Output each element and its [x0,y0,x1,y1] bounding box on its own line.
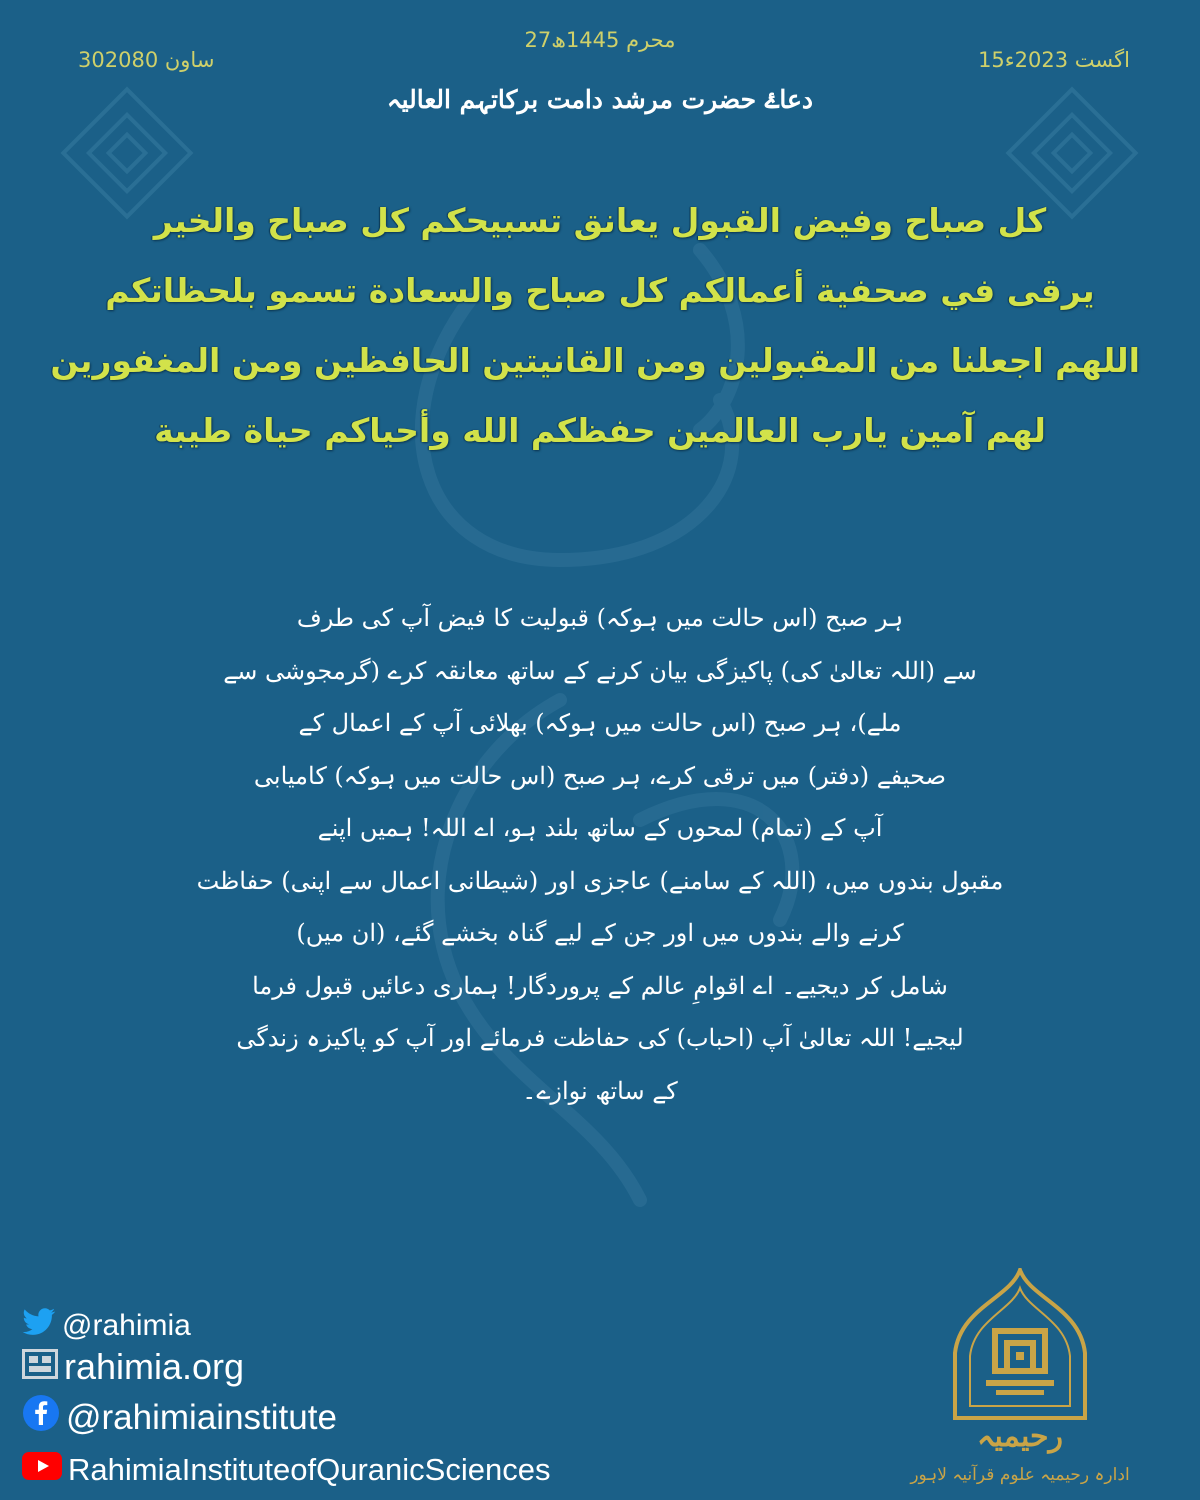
arabic-line: يرقى في صحفية أعمالكم كل صباح والسعادة تسمو بلحظاتكم [105,271,1095,310]
urdu-line: ملے)، ہر صبح (اس حالت میں ہوکہ) بھلائی آپ کے اعمال کے [298,709,902,737]
arabic-dua [50,186,1140,466]
facebook-link[interactable] [22,1394,337,1441]
urdu-line: کرنے والے بندوں میں اور جن کے لیے گناہ بخشے گئے، (ان میں) [296,919,904,947]
urdu-line: لیجیے! اللہ تعالیٰ آپ (احباب) کی حفاظت فرمائے اور آپ کو پاکیزہ زندگی [236,1024,964,1052]
arabic-line: لهم آمين يارب العالمين حفظكم الله وأحياكم حياة طيبة [154,411,1046,450]
website-icon [22,1346,58,1388]
youtube-link[interactable] [22,1452,550,1488]
logo-subtitle: ادارہ رحیمیہ علوم قرآنیہ لاہور [910,1465,1130,1485]
youtube-channel: RahimiaInstituteofQuranicSciences [68,1452,551,1487]
urdu-line: شامل کر دیجیے۔ اے اقوامِ عالم کے پروردگار! ہماری دعائیں قبول فرما [252,971,948,1000]
website-url: rahimia.org [64,1346,245,1387]
urdu-line: صحیفے (دفتر) میں ترقی کرے، ہر صبح (اس حالت میں ہوکہ) کامیابی [253,761,947,790]
urdu-line: ہر صبح (اس حالت میں ہوکہ) قبولیت کا فیض آپ کی طرف [296,604,904,632]
website-link[interactable] [22,1346,244,1388]
urdu-translation [150,592,1050,1117]
facebook-handle: @rahimiainstitute [66,1397,337,1437]
gregorian-date: 15اگست 2023ء [978,48,1130,72]
institute-logo [900,1268,1190,1493]
arabic-line: كل صباح وفيض القبول يعانق تسبيحكم كل صباح والخير [153,201,1047,240]
urdu-line: سے (اللہ تعالیٰ کی) پاکیزگی بیان کرنے کے ساتھ معانقہ کرے (گرمجوشی سے [223,656,977,685]
urdu-line: مقبول بندوں میں، (اللہ کے سامنے) عاجزی اور (شیطانی اعمال سے اپنی) حفاظت [196,866,1004,895]
arabic-line: اللهم اجعلنا من المقبولين ومن القانيتين الحافظين ومن المغفورين [50,341,1140,380]
twitter-handle: @rahimia [62,1309,191,1342]
hijri-date: 27محرم 1445ھ [524,28,676,52]
twitter-link[interactable] [22,1308,191,1344]
urdu-line: آپ کے (تمام) لمحوں کے ساتھ بلند ہو، اے اللہ! ہمیں اپنے [317,814,883,842]
youtube-icon [22,1452,62,1488]
urdu-line: کے ساتھ نوازے۔ [522,1076,678,1105]
page-title: دعاۓ حضرت مرشد دامت برکاتہم العالیہ [386,85,814,114]
facebook-icon [22,1394,60,1441]
bikrami-date: 30ساون 2080 [78,48,215,72]
logo-name: رحیمیہ [976,1419,1064,1454]
twitter-icon [22,1308,56,1344]
